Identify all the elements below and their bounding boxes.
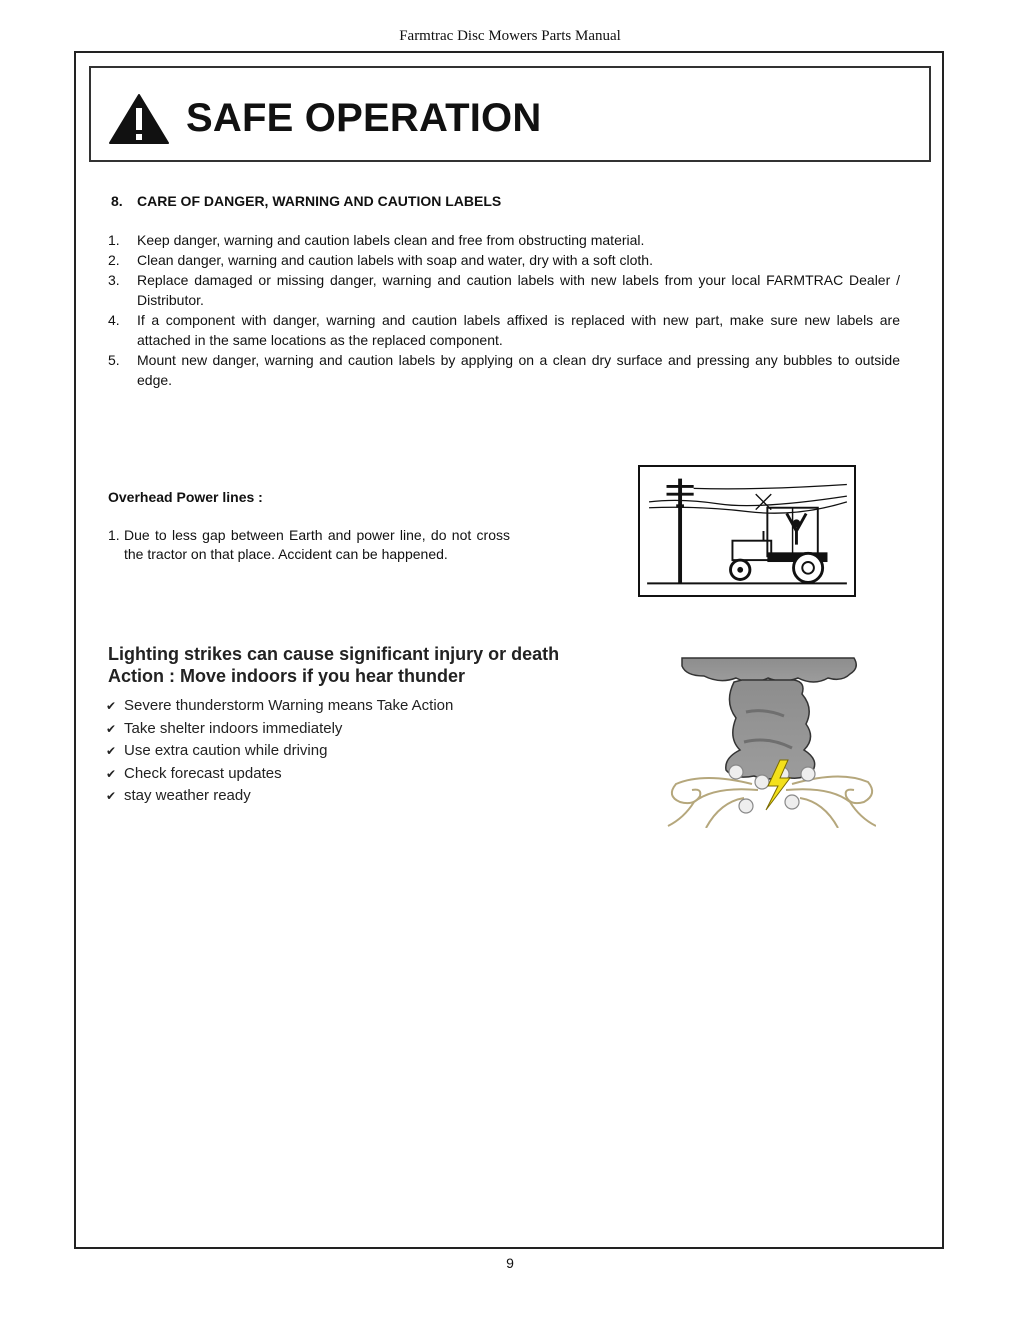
thunderstorm-illustration (664, 652, 876, 828)
check-mark-icon: ✔ (106, 766, 117, 781)
list-item: 3. Replace damaged or missing danger, warning and caution labels with new labels from your local FARMTRAC Dealer / Distributor. (108, 272, 900, 308)
power-lines-heading: Overhead Power lines : (108, 489, 263, 505)
list-item: 4. If a component with danger, warning and caution labels affixed is replaced with new part, make sure new labels are attached in the same locations as the replaced component. (108, 312, 900, 348)
care-section-number: 8. (111, 193, 123, 209)
care-section-heading (111, 193, 501, 209)
power-lines-instruction: 1. Due to less gap between Earth and power line, do not cross the tractor on that place. Accident can be happened. (108, 527, 510, 562)
list-item: ✔ Severe thunderstorm Warning means Take Action (106, 695, 453, 718)
warning-triangle-icon (108, 93, 170, 145)
list-item: ✔ Check forecast updates (106, 763, 453, 786)
check-mark-icon: ✔ (106, 721, 117, 736)
lightning-heading-line2: Action : Move indoors if you hear thunder (108, 666, 466, 686)
care-instructions-list (108, 230, 900, 390)
page-title: SAFE OPERATION (186, 96, 542, 140)
list-item: ✔ Use extra caution while driving (106, 740, 453, 763)
list-item: 2. Clean danger, warning and caution labels with soap and water, dry with a soft cloth. (108, 252, 653, 268)
document-header-title: Farmtrac Disc Mowers Parts Manual (399, 28, 621, 44)
check-mark-icon: ✔ (106, 699, 117, 713)
check-mark-icon: ✔ (106, 744, 117, 758)
list-item: ✔ Take shelter indoors immediately (106, 718, 453, 741)
lightning-heading-line1: Lighting strikes can cause significant injury or death (108, 644, 560, 664)
list-item: 5. Mount new danger, warning and caution labels by applying on a clean dry surface and pressing any bubbles to outside edge. (108, 352, 900, 388)
list-item: 1. Keep danger, warning and caution labels clean and free from obstructing material. (108, 232, 645, 248)
check-mark-icon: ✔ (106, 789, 117, 803)
page-number: 9 (506, 1255, 514, 1271)
care-section-title: CARE OF DANGER, WARNING AND CAUTION LABELS (137, 193, 502, 209)
lightning-heading (108, 643, 559, 687)
tractor-power-line-illustration (638, 465, 856, 597)
list-item: ✔ stay weather ready (106, 785, 453, 808)
lightning-checklist (106, 695, 453, 808)
